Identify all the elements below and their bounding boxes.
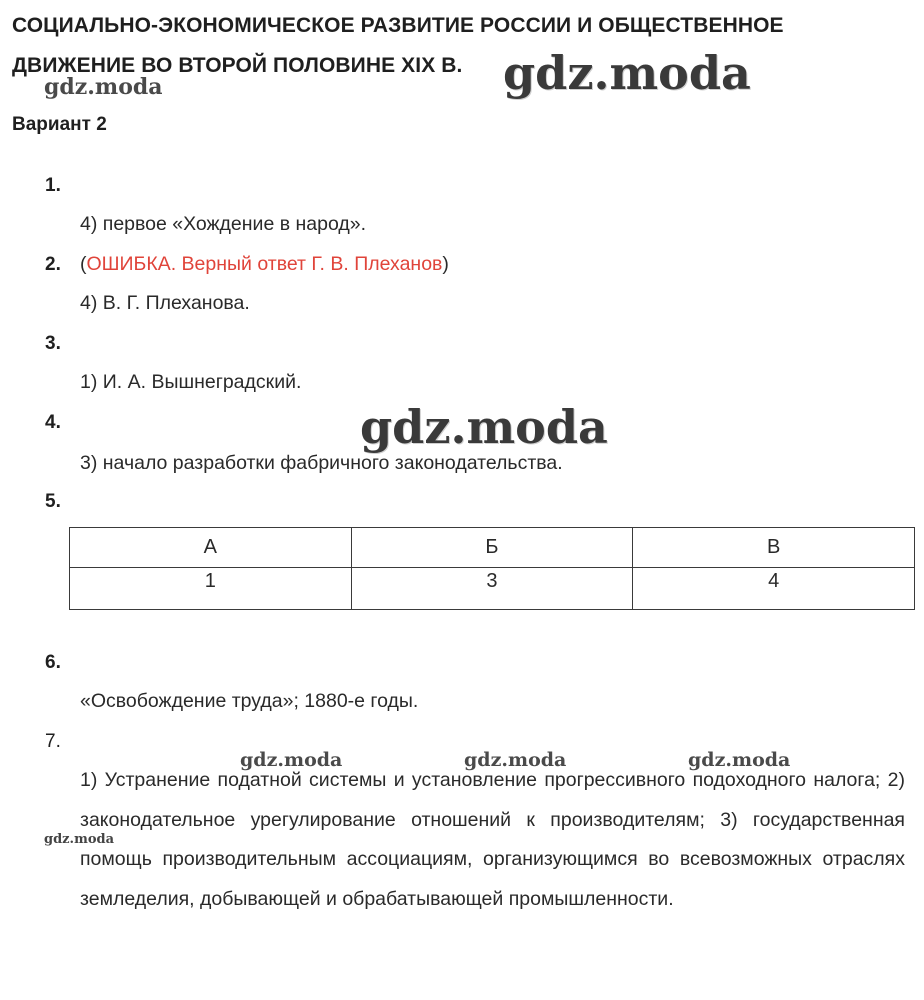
table-header-cell: В [633,528,915,568]
question-7-number: 7. [45,731,61,752]
question-1-number: 1. [45,175,61,196]
variant-heading: Вариант 2 [12,114,107,135]
correction-paren-close: ) [442,253,449,275]
table-cell: 1 [70,568,352,610]
question-2-correction-note [80,253,449,276]
question-3-answer: 1) И. А. Вышнеградский. [80,371,302,393]
watermark-top-left: gdz.moda [44,74,163,100]
watermark-row-2: gdz.moda [464,749,567,771]
answer-table [69,527,915,610]
question-1-answer: 4) первое «Хождение в народ». [80,213,366,235]
watermark-row-3: gdz.moda [688,749,791,771]
table-header-cell: Б [351,528,633,568]
question-6-answer: «Освобождение труда»; 1880-е годы. [80,690,419,712]
table-cell: 4 [633,568,915,610]
table-cell: 3 [351,568,633,610]
watermark-large-top: gdz.moda [503,46,751,100]
watermark-left-small: gdz.moda [44,832,115,847]
watermark-row-1: gdz.moda [240,749,343,771]
question-2-answer: 4) В. Г. Плеханова. [80,292,250,314]
watermark-large-middle: gdz.moda [360,400,608,454]
question-5-number: 5. [45,491,61,512]
table-header-row [70,528,915,568]
correction-error-text: ОШИБКА. Верный ответ Г. В. Плеханов [86,253,443,275]
table-row [70,568,915,610]
question-2-number: 2. [45,254,61,275]
question-4-number: 4. [45,412,61,433]
page-title: СОЦИАЛЬНО-ЭКОНОМИЧЕСКОЕ РАЗВИТИЕ РОССИИ И ОБЩЕСТВЕННОЕ ДВИЖЕНИЕ ВО ВТОРОЙ ПОЛОВИНЕ XIX В. [12,14,784,77]
table-header-cell: А [70,528,352,568]
question-4-answer: 3) начало разработки фабричного законодательства. [80,452,563,474]
question-7-answer: 1) Устранение податной системы и установление прогрессивного подоходного налога; 2) законодательное урегулирование отношений к производителям; 3) государственная помощь производительным ассоциациям, организующимся во всевозможных отраслях земледелия, добывающей и обрабатывающей промышленности. [80,769,905,910]
question-6-number: 6. [45,652,61,673]
question-3-number: 3. [45,333,61,354]
correction-paren-open: ( [80,253,87,275]
